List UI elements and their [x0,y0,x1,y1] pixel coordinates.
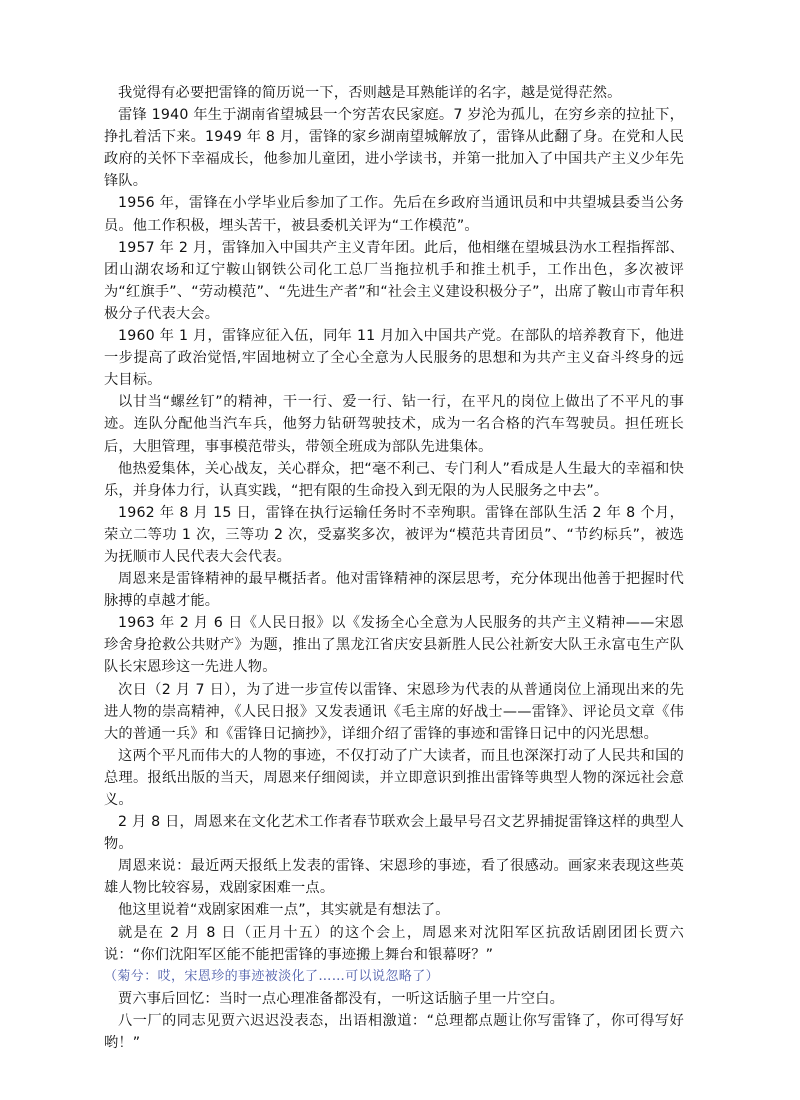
paragraph-zhou-quote: 周恩来说：最近两天报纸上发表的雷锋、宋恩珍的事迹，看了很感动。画家来表现这些英雄人物比较容易，戏剧家困难一点。 [104,858,684,897]
paragraph-feb8: 2 月 8 日，周恩来在文化艺术工作者春节联欢会上最早号召文艺界捕捉雷锋这样的典型人物。 [104,814,684,853]
paragraph-birth: 雷锋 1940 年生于湖南省望城县一个穷苦农民家庭。7 岁沦为孤儿，在穷乡亲的拉扯下，挣扎着活下来。1949 年 8 月，雷锋的家乡湖南望城解放了，雷锋从此翻了身。在党和人民政府的关怀下幸福成长，他参加儿童团，进小学读书，并第一批加入了中国共产主义少年先锋队。 [104,107,684,190]
paragraph-zhou-summary: 周恩来是雷锋精神的最早概括者。他对雷锋精神的深层思考，充分体现出他善于把握时代脉搏的卓越才能。 [104,571,684,610]
paragraph-1960: 1960 年 1 月，雷锋应征入伍，同年 11 月加入中国共产党。在部队的培养教育下，他进一步提高了政治觉悟,牢固地树立了全心全意为人民服务的思想和为共产主义奋斗终身的远大目标。 [104,328,684,389]
paragraph-feb7: 次日（2 月 7 日），为了进一步宣传以雷锋、宋恩珍为代表的从普通岗位上涌现出来的先进人物的崇高精神，《人民日报》又发表通讯《毛主席的好战士——雷锋》、评论员文章《伟大的普通一兵》和《雷锋日记摘抄》，详细介绍了雷锋的事迹和雷锋日记中的闪光思想。 [104,681,684,742]
paragraph-collective: 他热爱集体，关心战友，关心群众，把“毫不利己、专门利人”看成是人生最大的幸福和快乐，并身体力行，认真实践，“把有限的生命投入到无限的为人民服务之中去”。 [104,460,684,499]
paragraph-drama-difficulty: 他这里说着“戏剧家困难一点”，其实就是有想法了。 [118,902,450,919]
paragraph-recall: 贾六事后回忆：当时一点心理准备都没有，一听这话脑子里一片空白。 [118,990,565,1007]
paragraph-1962: 1962 年 8 月 15 日，雷锋在执行运输任务时不幸殉职。雷锋在部队生活 2 年 8 个月，荣立二等功 1 次，三等功 2 次，受嘉奖多次，被评为“模范共青团员”、“节约标兵”，被选为抚顺市人民代表大会代表。 [104,504,684,565]
editor-note: （菊兮：哎，宋恩珍的事迹被淡化了……可以说忽略了） [104,968,440,984]
paragraph-screw-spirit: 以甘当“螺丝钉”的精神，干一行、爱一行、钻一行，在平凡的岗位上做出了不平凡的事迹。连队分配他当汽车兵，他努力钻研驾驶技术，成为一名合格的汽车驾驶员。担任班长后，大胆管理，事事模范带头，带领全班成为部队先进集体。 [104,394,684,455]
paragraph-jia-liu: 就是在 2 月 8 日（正月十五）的这个会上，周恩来对沈阳军区抗敌话剧团团长贾六说：“你们沈阳军区能不能把雷锋的事迹搬上舞台和银幕呀？” [104,924,684,963]
paragraph-bayi-studio: 八一厂的同志见贾六迟迟没表态，出语相激道：“总理都点题让你写雷锋了，你可得写好哟！” [104,1012,684,1052]
paragraph-1956: 1956 年，雷锋在小学毕业后参加了工作。先后在乡政府当通讯员和中共望城县委当公务员。他工作积极，埋头苦干，被县委机关评为“工作模范”。 [104,195,684,234]
document-body [104,82,684,1054]
paragraph-1957: 1957 年 2 月，雷锋加入中国共产主义青年团。此后，他相继在望城县沩水工程指挥部、团山湖农场和辽宁鞍山钢铁公司化工总厂当拖拉机手和推土机手，工作出色，多次被评为“红旗手”、“劳动模范”、“先进生产者”和“社会主义建设积极分子”，出席了鞍山市青年积极分子代表大会。 [104,239,684,322]
paragraph-feb6: 1963 年 2 月 6 日《人民日报》以《发扬全心全意为人民服务的共产主义精神——宋恩珍舍身抢救公共财产》为题，推出了黑龙江省庆安县新胜人民公社新安大队王永富屯生产队队长宋恩珍这一先进人物。 [104,615,684,676]
paragraph-premier: 这两个平凡而伟大的人物的事迹，不仅打动了广大读者，而且也深深打动了人民共和国的总理。报纸出版的当天，周恩来仔细阅读，并立即意识到推出雷锋等典型人物的深远社会意义。 [104,747,684,808]
paragraph-intro: 我觉得有必要把雷锋的简历说一下，否则越是耳熟能详的名字，越是觉得茫然。 [118,85,622,101]
